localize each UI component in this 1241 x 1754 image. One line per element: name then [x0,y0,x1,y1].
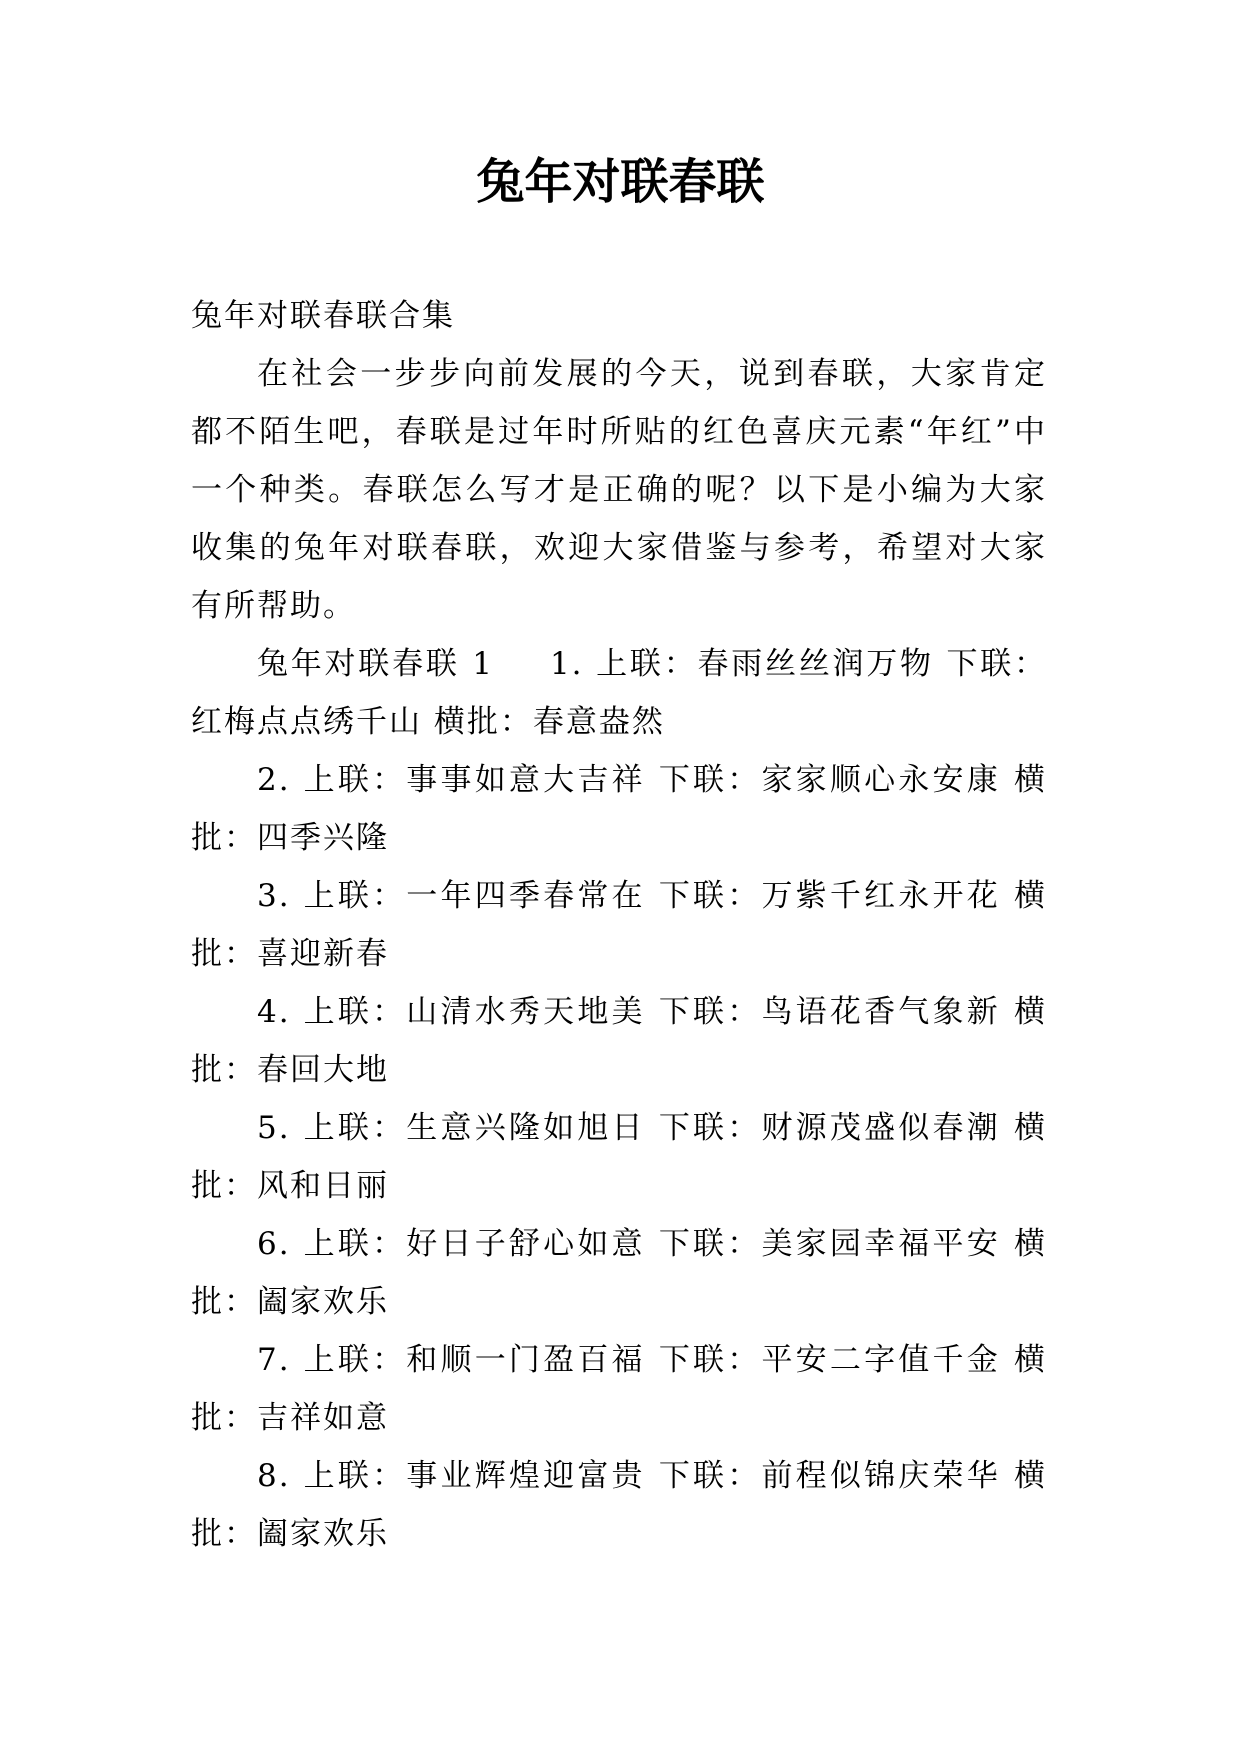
section-label: 兔年对联春联 1 [257,646,494,682]
intro-paragraph: 在社会一步步向前发展的今天，说到春联，大家肯定都不陌生吧，春联是过年时所贴的红色喜庆元素“年红”中一个种类。春联怎么写才是正确的呢？以下是小编为大家收集的兔年对联春联，欢迎大家借鉴与参考，希望对大家有所帮助。 [191,356,1047,624]
couplet-item-7: 7. 上联：和顺一门盈百福 下联：平安二字值千金 横批：吉祥如意 [191,1342,1047,1436]
couplet-item-3: 3. 上联：一年四季春常在 下联：万紫千红永开花 横批：喜迎新春 [191,878,1047,972]
couplet-item-1 [191,635,1047,751]
document-body [191,287,1047,1563]
couplet-text: 1. 上联：春雨丝丝润万物 下联：红梅点点绣千山 横批：春意盎然 [191,646,1047,740]
couplet-item-6: 6. 上联：好日子舒心如意 下联：美家园幸福平安 横批：阖家欢乐 [191,1226,1047,1320]
couplet-item-8: 8. 上联：事业辉煌迎富贵 下联：前程似锦庆荣华 横批：阖家欢乐 [191,1458,1047,1552]
couplet-item-4: 4. 上联：山清水秀天地美 下联：鸟语花香气象新 横批：春回大地 [191,994,1047,1088]
couplet-item-2: 2. 上联：事事如意大吉祥 下联：家家顺心永安康 横批：四季兴隆 [191,762,1047,856]
couplet-item-5: 5. 上联：生意兴隆如旭日 下联：财源茂盛似春潮 横批：风和日丽 [191,1110,1047,1204]
page-title: 兔年对联春联 [476,154,765,210]
subtitle: 兔年对联春联合集 [191,298,455,334]
